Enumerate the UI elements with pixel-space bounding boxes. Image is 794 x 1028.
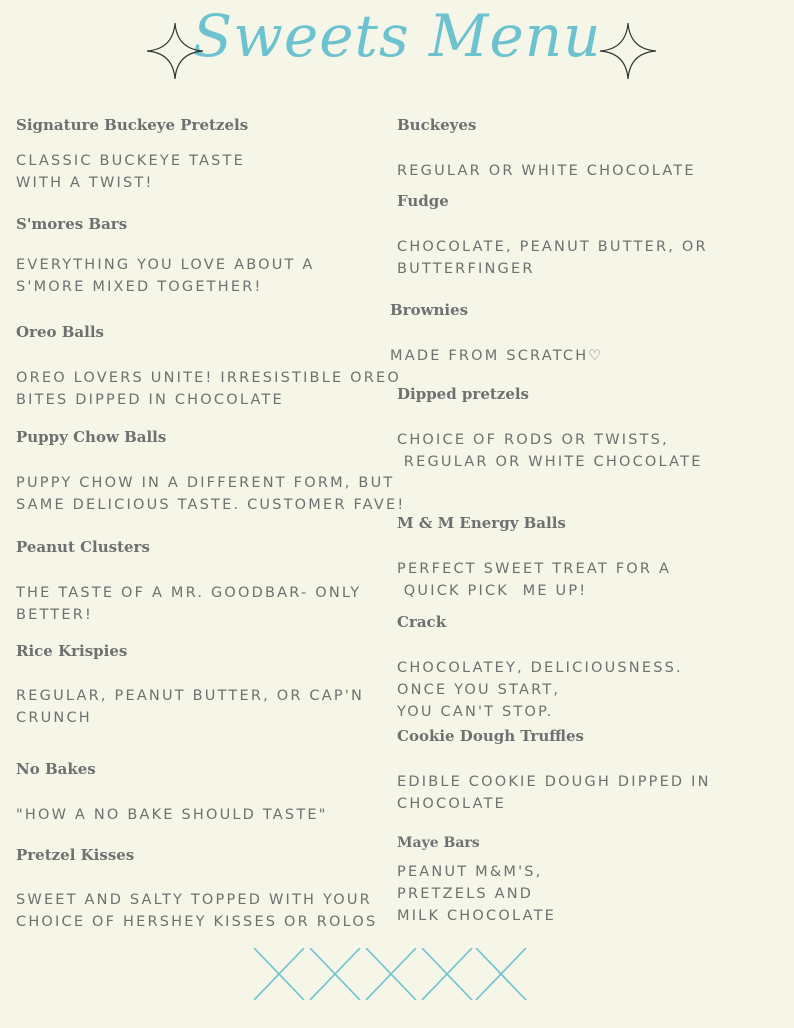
item-desc-oreo-balls: OREO LOVERS UNITE! IRRESISTIBLE OREO BITES DIPPED IN CHOCOLATE bbox=[16, 370, 402, 408]
item-desc-pretzel-kisses: SWEET AND SALTY TOPPED WITH YOUR CHOICE OF HERSHEY KISSES OR ROLOS bbox=[16, 892, 378, 930]
item-desc-rice-krispies: REGULAR, PEANUT BUTTER, OR CAP'N CRUNCH bbox=[16, 688, 365, 726]
item-desc-maye-bars: PEANUT M&M'S, PRETZELS AND MILK CHOCOLATE bbox=[397, 864, 556, 924]
item-name-dipped-pretzels: Dipped pretzels bbox=[397, 385, 530, 403]
item-name-buckeyes: Buckeyes bbox=[397, 116, 477, 134]
cross-pattern-icon bbox=[254, 948, 528, 1000]
item-name-puppy-chow-balls: Puppy Chow Balls bbox=[16, 428, 167, 446]
item-desc-peanut-clusters: THE TASTE OF A MR. GOODBAR- ONLY BETTER! bbox=[16, 585, 362, 623]
item-name-fudge: Fudge bbox=[397, 192, 449, 210]
sparkle-icon-right bbox=[599, 22, 657, 80]
item-name-brownies: Brownies bbox=[390, 301, 469, 319]
item-desc-buckeyes: REGULAR OR WHITE CHOCOLATE bbox=[397, 163, 696, 179]
item-desc-dipped-pretzels: CHOICE OF RODS OR TWISTS, REGULAR OR WHITE CHOCOLATE bbox=[397, 432, 703, 470]
item-desc-puppy-chow-balls: PUPPY CHOW IN A DIFFERENT FORM, BUT SAME DELICIOUS TASTE. CUSTOMER FAVE! bbox=[16, 475, 406, 513]
item-desc-brownies: MADE FROM SCRATCH♡ bbox=[390, 348, 604, 364]
item-desc-signature-buckeye-pretzels: CLASSIC BUCKEYE TASTE WITH A TWIST! bbox=[16, 153, 245, 191]
item-desc-no-bakes: "HOW A NO BAKE SHOULD TASTE" bbox=[16, 807, 328, 823]
item-name-smores-bars: S'mores Bars bbox=[16, 215, 128, 233]
item-name-pretzel-kisses: Pretzel Kisses bbox=[16, 846, 135, 864]
item-name-crack: Crack bbox=[397, 613, 447, 631]
item-name-cookie-dough-truffles: Cookie Dough Truffles bbox=[397, 727, 584, 745]
item-desc-crack: CHOCOLATEY, DELICIOUSNESS. ONCE YOU START, YOU CAN'T STOP. bbox=[397, 660, 683, 720]
item-name-signature-buckeye-pretzels: Signature Buckeye Pretzels bbox=[16, 116, 249, 134]
item-name-no-bakes: No Bakes bbox=[16, 760, 96, 778]
menu-title: Sweets Menu bbox=[192, 2, 602, 70]
item-name-maye-bars: Maye Bars bbox=[397, 835, 480, 851]
item-name-rice-krispies: Rice Krispies bbox=[16, 642, 128, 660]
sparkle-icon-left bbox=[146, 22, 204, 80]
item-name-oreo-balls: Oreo Balls bbox=[16, 323, 104, 341]
item-desc-fudge: CHOCOLATE, PEANUT BUTTER, OR BUTTERFINGER bbox=[397, 239, 708, 277]
item-name-peanut-clusters: Peanut Clusters bbox=[16, 538, 150, 556]
item-desc-smores-bars: EVERYTHING YOU LOVE ABOUT A S'MORE MIXED TOGETHER! bbox=[16, 257, 315, 295]
item-name-mm-energy-balls: M & M Energy Balls bbox=[397, 514, 566, 532]
item-desc-cookie-dough-truffles: EDIBLE COOKIE DOUGH DIPPED IN CHOCOLATE bbox=[397, 774, 711, 812]
item-desc-mm-energy-balls: PERFECT SWEET TREAT FOR A QUICK PICK ME UP! bbox=[397, 561, 672, 599]
